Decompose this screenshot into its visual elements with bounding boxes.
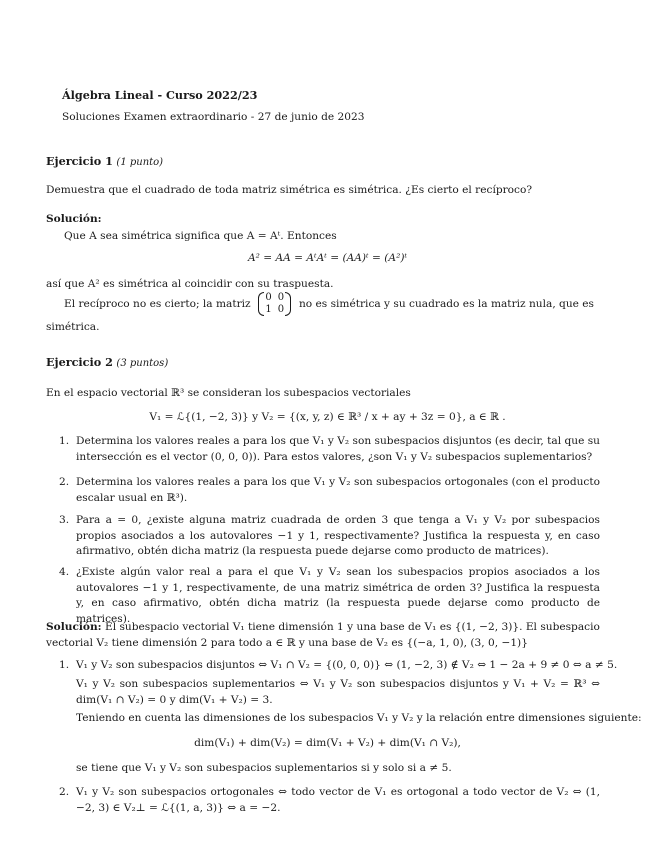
item-number: 1.: [59, 435, 70, 447]
exercise-1-title: Ejercicio 1: [46, 154, 113, 168]
item-text: ¿Existe algún valor real a para el que V₁ y V₂ sean los subespacios propios asociados a los autovalores −1 y 1, respectivamente, de una matriz simétrica de orden 3? Justifica la respuesta y, en caso afirmativo, obtén dicha matriz (la respuesta puede dejarse como producto de matrices).: [76, 566, 600, 625]
exercise-2-title: Ejercicio 2: [46, 355, 113, 369]
item-number: 4.: [59, 566, 70, 578]
document-title: Álgebra Lineal - Curso 2022/23: [62, 88, 258, 102]
solution-text: El subespacio vectorial V₁ tiene dimensión 1 y una base de V₁ es {(1, −2, 3)}. El subespacio: [101, 621, 600, 633]
exercise-2-definition: V₁ = ℒ{(1, −2, 3)} y V₂ = {(x, y, z) ∈ ℝ³ / x + ay + 3z = 0}, a ∈ ℝ .: [149, 411, 506, 423]
matrix-cell: 1: [265, 304, 272, 315]
exercise-2-intro: En el espacio vectorial ℝ³ se consideran los subespacios vectoriales: [46, 387, 411, 399]
solution-item-1-p3: [60, 711, 642, 727]
matrix-cell: 0: [265, 292, 272, 303]
item-number: 3.: [59, 514, 70, 526]
matrix-2x2: [258, 292, 291, 316]
exercise-2-solution-line1: [46, 620, 600, 634]
exercise-1-solution-line3: [64, 292, 594, 316]
exercise-1-equation: A² = AA = AᵗAᵗ = (AA)ᵗ = (A²)ᵗ: [247, 252, 408, 264]
exercise-1-solution-line2: así que A² es simétrica al coincidir con su traspuesta.: [46, 278, 334, 290]
exercise-2-points: (3 puntos): [116, 358, 169, 369]
exercise-2-item-2: [60, 475, 600, 506]
exercise-1-points: (1 punto): [116, 157, 164, 168]
exercise-1-statement: Demuestra que el cuadrado de toda matriz simétrica es simétrica. ¿Es cierto el recíproco?: [46, 184, 533, 196]
dimension-formula: dim(V₁) + dim(V₂) = dim(V₁ + V₂) + dim(V₁ ∩ V₂),: [194, 737, 461, 749]
solution-item-1-p2: [60, 677, 600, 708]
item-text: Para a = 0, ¿existe alguna matriz cuadrada de orden 3 que tenga a V₁ y V₂ por subespacios propios asociados a los autovalores −1 y 1, respectivamente? Justifica la respuesta y, en caso afirmativo, obtén dicha matriz (la respuesta puede dejarse como producto de matrices).: [76, 514, 600, 557]
item-text: V₁ y V₂ son subespacios suplementarios ⇔ V₁ y V₂ son subespacios disjuntos y V₁ + V₂ = ℝ³ ⇔ dim(V₁ ∩ V₂) = 0 y dim(V₁ + V₂) = 3.: [76, 678, 600, 706]
exercise-1-solution-line4: simétrica.: [46, 321, 100, 333]
matrix-cell: 0: [277, 304, 285, 315]
item-text: Determina los valores reales a para los que V₁ y V₂ son subespacios disjuntos (es decir, tal que su intersección es el vector (0, 0, 0)). Para estos valores, ¿son V₁ y V₂ subespacios suplementarios?: [76, 435, 600, 463]
item-number: 2.: [59, 476, 70, 488]
exercise-2-item-3: [60, 513, 600, 560]
item-number: 1.: [59, 659, 70, 671]
matrix-cell: 0: [277, 292, 285, 303]
exercise-1-solution-line1: Que A sea simétrica significa que A = Aᵗ. Entonces: [64, 230, 337, 242]
line3-text-after: no es simétrica y su cuadrado es la matriz nula, que es: [298, 298, 594, 310]
exercise-2-item-4: [60, 565, 600, 627]
solution-item-1-p1: V₁ y V₂ son subespacios disjuntos ⇔ V₁ ∩ V₂ = {(0, 0, 0)} ⇔ (1, −2, 3) ∉ V₂ ⇔ 1 − 2a + 9 ≠ 0 ⇔ a ≠ 5.: [76, 659, 618, 671]
line3-text-before: El recíproco no es cierto; la matriz: [64, 298, 251, 310]
item-text: Determina los valores reales a para los que V₁ y V₂ son subespacios ortogonales (con el producto escalar usual en ℝ³).: [76, 476, 600, 504]
exercise-1-heading: [46, 154, 163, 170]
exercise-2-solution-label: Solución:: [46, 621, 102, 633]
solution-item-1: [59, 658, 618, 674]
item-text: Teniendo en cuenta las dimensiones de los subespacios V₁ y V₂ y la relación entre dimensiones siguiente:: [76, 712, 642, 724]
item-number: 2.: [59, 786, 70, 798]
exercise-2-heading: [46, 355, 168, 371]
exercise-2-item-1: [60, 434, 600, 465]
item-text: se tiene que V₁ y V₂ son subespacios suplementarios si y solo si a ≠ 5.: [76, 762, 452, 774]
solution-item-1-p4: [60, 761, 600, 777]
exercise-2-solution-line2: vectorial V₂ tiene dimensión 2 para todo a ∈ ℝ y una base de V₂ es {(−a, 1, 0), (3, 0, −1)}: [46, 637, 528, 649]
document-subtitle: Soluciones Examen extraordinario - 27 de junio de 2023: [62, 111, 365, 123]
item-text: V₁ y V₂ son subespacios ortogonales ⇔ todo vector de V₁ es ortogonal a todo vector de V₂ ⇔ (1, −2, 3) ∈ V₂⊥ = ℒ{(1, a, 3)} ⇔ a = −2.: [76, 786, 600, 814]
exercise-1-solution-label: Solución:: [46, 213, 102, 225]
solution-item-2: [60, 785, 600, 816]
